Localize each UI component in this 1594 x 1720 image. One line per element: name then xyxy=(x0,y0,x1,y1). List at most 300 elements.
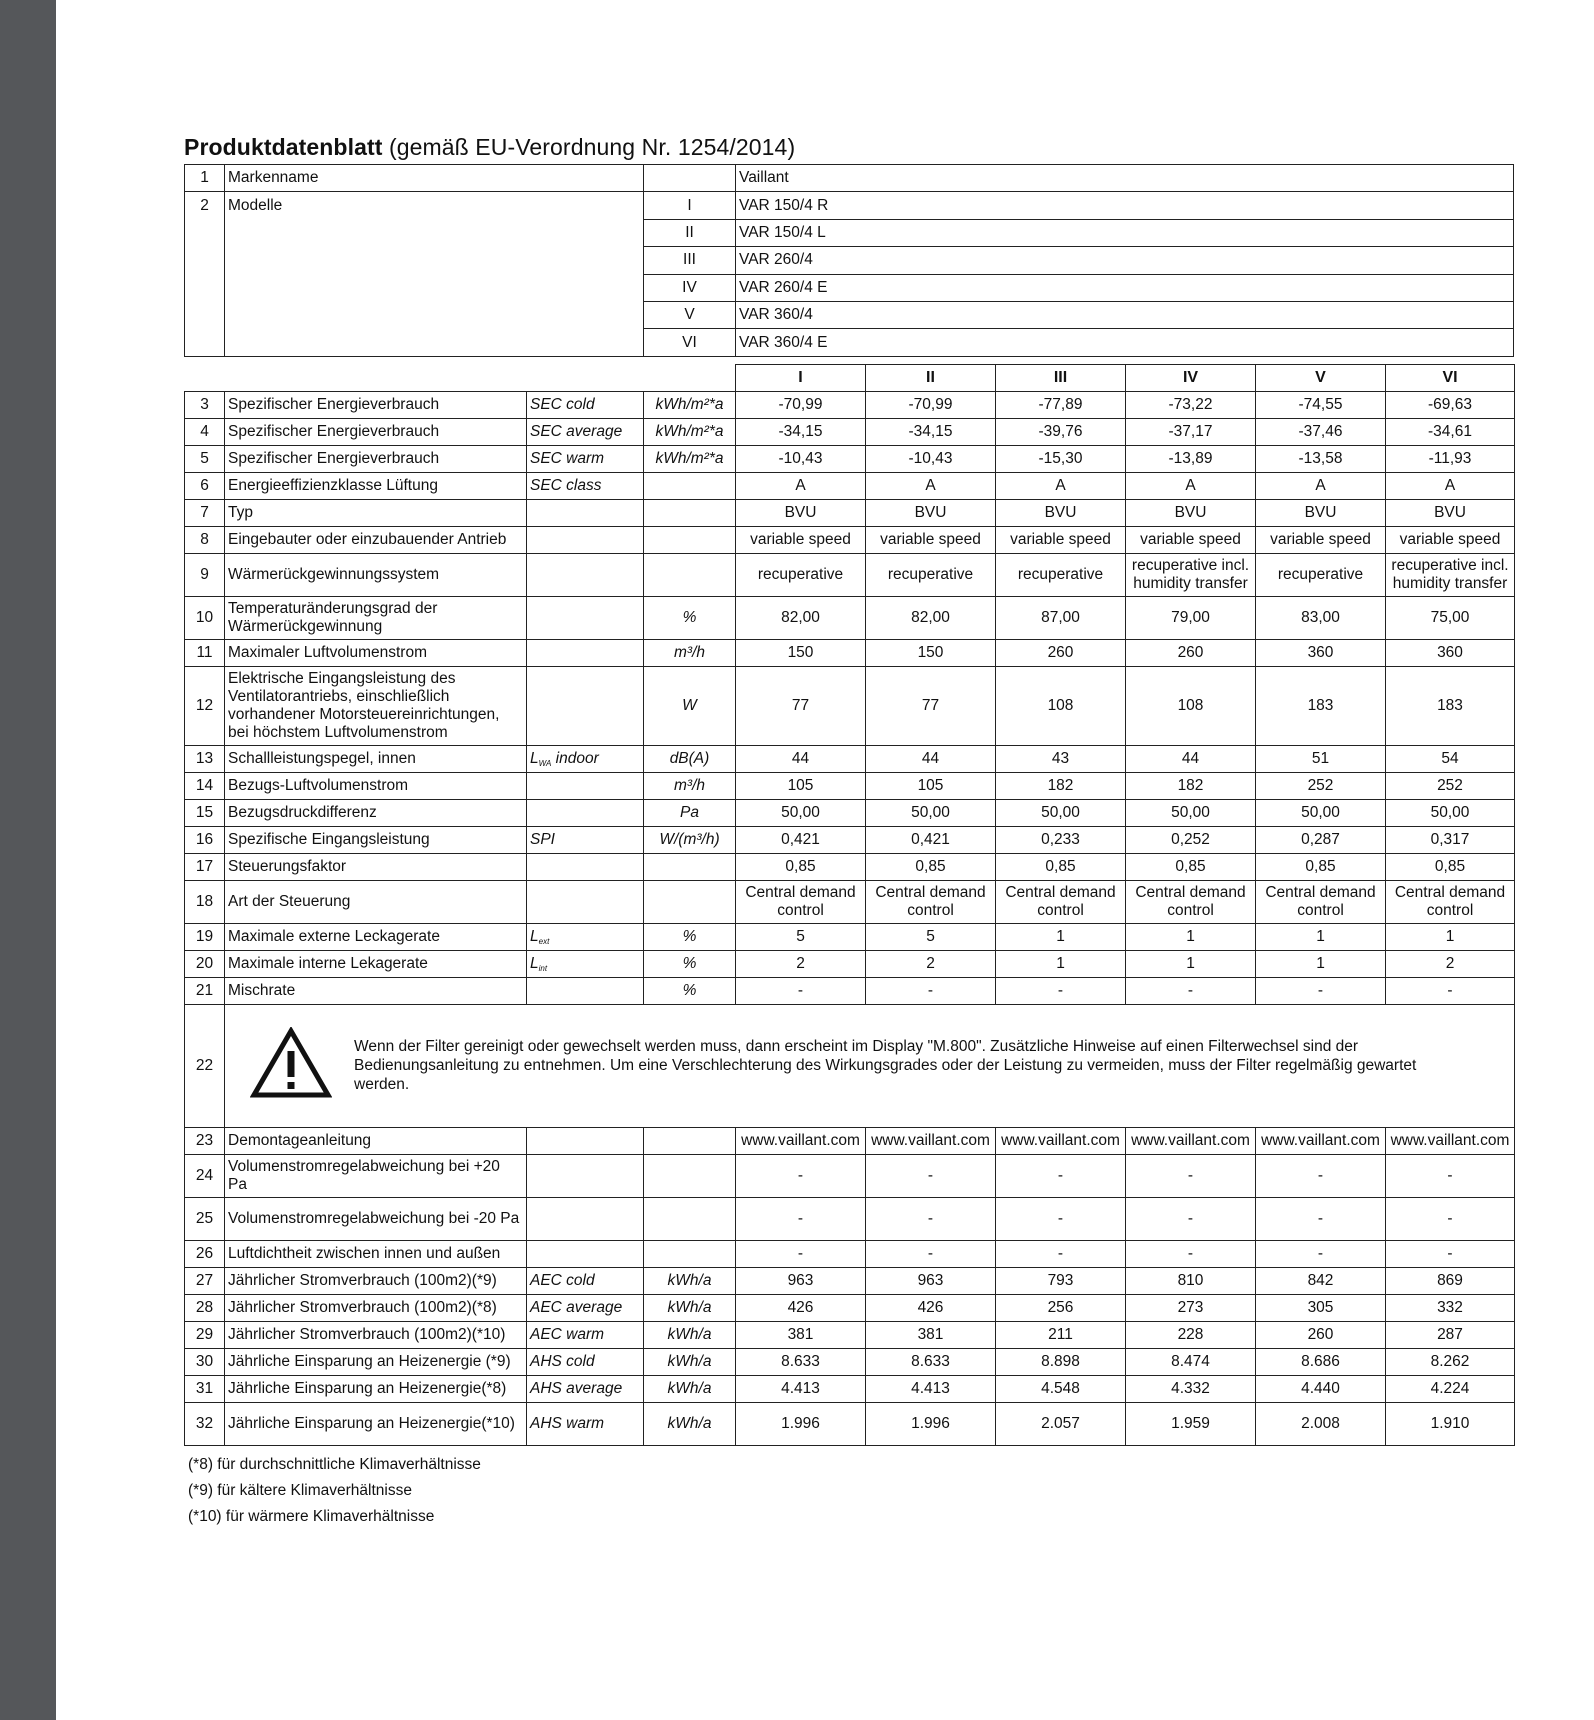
row-label: Jährlicher Stromverbrauch (100m2)(*8) xyxy=(225,1294,527,1321)
value-cell: - xyxy=(996,1197,1126,1240)
table-row xyxy=(185,1267,1515,1294)
value-cell: - xyxy=(996,977,1126,1004)
value-cell: recuperative incl. humidity transfer xyxy=(1386,553,1515,596)
value-cell: 150 xyxy=(736,639,866,666)
title-bold: Produktdatenblatt xyxy=(184,134,383,160)
value-cell: 50,00 xyxy=(866,799,996,826)
table-row xyxy=(185,880,1515,923)
row-label: Luftdichtheit zwischen innen und außen xyxy=(225,1240,527,1267)
value-cell: 2.008 xyxy=(1256,1402,1386,1445)
row-number: 6 xyxy=(185,472,225,499)
value-cell: A xyxy=(736,472,866,499)
value-cell: A xyxy=(996,472,1126,499)
row-number: 5 xyxy=(185,445,225,472)
value-cell: -34,15 xyxy=(736,418,866,445)
symbol-suffix: indoor xyxy=(551,749,599,767)
row-number: 27 xyxy=(185,1267,225,1294)
row-number: 15 xyxy=(185,799,225,826)
value-cell: 260 xyxy=(1256,1321,1386,1348)
value-cell: 0,85 xyxy=(996,853,1126,880)
value-cell: 1 xyxy=(1386,923,1515,950)
spec-table xyxy=(184,364,1515,1446)
row-symbol: SEC warm xyxy=(527,445,644,472)
table-row xyxy=(185,445,1515,472)
value-cell: 0,317 xyxy=(1386,826,1515,853)
row-label: Spezifischer Energieverbrauch xyxy=(225,445,527,472)
value-cell: www.vaillant.com xyxy=(1126,1127,1256,1154)
value-cell: 332 xyxy=(1386,1294,1515,1321)
row-number: 4 xyxy=(185,418,225,445)
row-symbol: AEC warm xyxy=(527,1321,644,1348)
value-cell: -69,63 xyxy=(1386,391,1515,418)
row-number: 32 xyxy=(185,1402,225,1445)
row-symbol: AHS average xyxy=(527,1375,644,1402)
row-symbol: SPI xyxy=(527,826,644,853)
row-label: Temperaturänderungsgrad der Wärmerückgewinnung xyxy=(225,596,527,639)
value-cell: 44 xyxy=(736,745,866,772)
model-roman: II xyxy=(644,219,736,246)
symbol-subscript: int xyxy=(538,963,548,973)
row-number: 10 xyxy=(185,596,225,639)
row-label: Jährliche Einsparung an Heizenergie (*9) xyxy=(225,1348,527,1375)
row-unit xyxy=(644,472,736,499)
row-unit: kWh/a xyxy=(644,1402,736,1445)
datasheet xyxy=(184,130,1514,1530)
column-header: I xyxy=(736,364,866,391)
value-cell: 83,00 xyxy=(1256,596,1386,639)
value-cell: 50,00 xyxy=(996,799,1126,826)
value-cell: www.vaillant.com xyxy=(1256,1127,1386,1154)
row-symbol xyxy=(527,639,644,666)
value-cell: 1 xyxy=(1256,923,1386,950)
table-row xyxy=(185,950,1515,977)
value-cell: BVU xyxy=(1126,499,1256,526)
value-cell: 0,252 xyxy=(1126,826,1256,853)
value-cell: 869 xyxy=(1386,1267,1515,1294)
value-cell: 77 xyxy=(866,666,996,745)
value-cell: -37,17 xyxy=(1126,418,1256,445)
row-label: Typ xyxy=(225,499,527,526)
row-number: 21 xyxy=(185,977,225,1004)
row-symbol xyxy=(527,772,644,799)
value-cell: - xyxy=(996,1154,1126,1197)
row-number: 24 xyxy=(185,1154,225,1197)
row-unit: kWh/a xyxy=(644,1267,736,1294)
table-row xyxy=(185,1348,1515,1375)
value-cell: - xyxy=(1126,1240,1256,1267)
value-cell: 0,421 xyxy=(866,826,996,853)
value-cell: 426 xyxy=(866,1294,996,1321)
value-cell: - xyxy=(736,1240,866,1267)
table-row xyxy=(185,526,1515,553)
table-row xyxy=(185,977,1515,1004)
row-label: Maximaler Luftvolumenstrom xyxy=(225,639,527,666)
row-label: Demontageanleitung xyxy=(225,1127,527,1154)
value-cell: 8.262 xyxy=(1386,1348,1515,1375)
value-cell: 75,00 xyxy=(1386,596,1515,639)
value-cell: 82,00 xyxy=(866,596,996,639)
value-cell: 810 xyxy=(1126,1267,1256,1294)
row-unit xyxy=(644,880,736,923)
table-row xyxy=(185,499,1515,526)
value-cell: 1.959 xyxy=(1126,1402,1256,1445)
value-cell: -70,99 xyxy=(736,391,866,418)
table-row xyxy=(185,596,1515,639)
symbol-main: L xyxy=(530,927,539,945)
row-number: 11 xyxy=(185,639,225,666)
value-cell: -13,89 xyxy=(1126,445,1256,472)
value-cell: -74,55 xyxy=(1256,391,1386,418)
table-row xyxy=(185,853,1515,880)
value-cell: 82,00 xyxy=(736,596,866,639)
table-row xyxy=(185,418,1515,445)
value-cell: 4.332 xyxy=(1126,1375,1256,1402)
column-header-row xyxy=(185,364,1515,391)
symbol-main: L xyxy=(530,749,539,767)
row-label: Bezugs-Luftvolumenstrom xyxy=(225,772,527,799)
row-unit xyxy=(644,1127,736,1154)
row-unit: kWh/a xyxy=(644,1294,736,1321)
value-cell: - xyxy=(1386,1154,1515,1197)
column-header: V xyxy=(1256,364,1386,391)
row-label: Wärmerückgewinnungssystem xyxy=(225,553,527,596)
value-cell: - xyxy=(1126,1154,1256,1197)
table-row xyxy=(185,553,1515,596)
value-cell: 793 xyxy=(996,1267,1126,1294)
row-unit xyxy=(644,553,736,596)
value-cell: - xyxy=(1386,1240,1515,1267)
value-cell: -34,61 xyxy=(1386,418,1515,445)
value-cell: -10,43 xyxy=(736,445,866,472)
column-header: IV xyxy=(1126,364,1256,391)
column-header: VI xyxy=(1386,364,1515,391)
table-row xyxy=(185,1240,1515,1267)
row-number: 17 xyxy=(185,853,225,880)
row-symbol xyxy=(527,853,644,880)
value-cell: variable speed xyxy=(1386,526,1515,553)
value-cell: 2.057 xyxy=(996,1402,1126,1445)
symbol-main: L xyxy=(530,954,539,972)
row-symbol xyxy=(527,666,644,745)
value-cell: 108 xyxy=(996,666,1126,745)
value-cell: 1.910 xyxy=(1386,1402,1515,1445)
row-number: 28 xyxy=(185,1294,225,1321)
row-symbol: SEC class xyxy=(527,472,644,499)
row-label: Spezifische Eingangsleistung xyxy=(225,826,527,853)
row-unit: % xyxy=(644,977,736,1004)
warning-text: Wenn der Filter gereinigt oder gewechselt werden muss, dann erscheint im Display "M.800". Zusätzliche Hinweise auf einen Filterwechsel sind der Bedienungsanleitung zu entnehmen. Um eine Verschlechterung des Wirkungsgrades oder der Leistung zu vermeiden, muss der Filter regelmäßig gewartet werden. xyxy=(354,1038,1417,1094)
row-unit: kWh/m²*a xyxy=(644,445,736,472)
model-name: VAR 260/4 E xyxy=(736,274,1514,301)
value-cell: 50,00 xyxy=(1126,799,1256,826)
value-cell: - xyxy=(1386,1197,1515,1240)
value-cell: -70,99 xyxy=(866,391,996,418)
row-unit xyxy=(644,499,736,526)
value-cell: 183 xyxy=(1256,666,1386,745)
row-label: Eingebauter oder einzubauender Antrieb xyxy=(225,526,527,553)
row-number: 7 xyxy=(185,499,225,526)
value-cell: 54 xyxy=(1386,745,1515,772)
value-cell: A xyxy=(1256,472,1386,499)
title-rest: (gemäß EU-Verordnung Nr. 1254/2014) xyxy=(382,134,796,160)
value-cell: 0,85 xyxy=(736,853,866,880)
value-cell: 182 xyxy=(1126,772,1256,799)
row-unit: kWh/a xyxy=(644,1321,736,1348)
row-label: Markenname xyxy=(225,165,644,192)
value-cell: 8.633 xyxy=(736,1348,866,1375)
value-cell: -77,89 xyxy=(996,391,1126,418)
value-cell: Central demand control xyxy=(1126,880,1256,923)
value-cell: - xyxy=(866,1197,996,1240)
value-cell: 1 xyxy=(996,923,1126,950)
value-cell: variable speed xyxy=(1256,526,1386,553)
value-cell: 5 xyxy=(736,923,866,950)
value-cell: - xyxy=(1256,1240,1386,1267)
row-unit xyxy=(644,853,736,880)
model-roman: IV xyxy=(644,274,736,301)
value-cell: 273 xyxy=(1126,1294,1256,1321)
value-cell: -73,22 xyxy=(1126,391,1256,418)
row-number: 1 xyxy=(185,165,225,192)
value-cell: -34,15 xyxy=(866,418,996,445)
row-symbol xyxy=(527,526,644,553)
row-unit: W xyxy=(644,666,736,745)
value-cell: A xyxy=(866,472,996,499)
row-unit: kWh/a xyxy=(644,1348,736,1375)
model-name: VAR 150/4 L xyxy=(736,219,1514,246)
value-cell: www.vaillant.com xyxy=(736,1127,866,1154)
symbol-subscript: ext xyxy=(538,936,550,946)
value-cell: 426 xyxy=(736,1294,866,1321)
value-cell: - xyxy=(866,1154,996,1197)
row-unit xyxy=(644,1197,736,1240)
row-symbol xyxy=(527,880,644,923)
table-row xyxy=(185,1375,1515,1402)
footnote: (*8) für durchschnittliche Klimaverhältnisse xyxy=(188,1455,481,1473)
row-label: Elektrische Eingangsleistung des Ventilatorantriebs, einschließlich vorhandener Motorsteuereinrichtungen, bei höchstem Luftvolumenstrom xyxy=(225,666,527,745)
value-cell: 43 xyxy=(996,745,1126,772)
row-unit: W/(m³/h) xyxy=(644,826,736,853)
value-cell: 0,85 xyxy=(866,853,996,880)
row-unit: % xyxy=(644,950,736,977)
value-cell: - xyxy=(1386,977,1515,1004)
value-cell: 108 xyxy=(1126,666,1256,745)
model-roman: III xyxy=(644,247,736,274)
symbol-subscript: WA xyxy=(538,758,552,768)
table-row xyxy=(185,799,1515,826)
value-cell: 1 xyxy=(1126,923,1256,950)
table-row xyxy=(185,1402,1515,1445)
brand-models-table xyxy=(184,164,1514,357)
model-name: VAR 360/4 E xyxy=(736,329,1514,356)
value-cell: - xyxy=(736,1154,866,1197)
empty-cell xyxy=(185,364,225,391)
value-cell: -37,46 xyxy=(1256,418,1386,445)
row-label: Mischrate xyxy=(225,977,527,1004)
value-cell: variable speed xyxy=(866,526,996,553)
value-cell: 87,00 xyxy=(996,596,1126,639)
row-label: Maximale externe Leckagerate xyxy=(225,923,527,950)
row-symbol xyxy=(527,950,644,977)
value-cell: variable speed xyxy=(736,526,866,553)
row-unit xyxy=(644,1154,736,1197)
value-cell: - xyxy=(996,1240,1126,1267)
value-cell: 79,00 xyxy=(1126,596,1256,639)
row-number: 29 xyxy=(185,1321,225,1348)
row-label: Spezifischer Energieverbrauch xyxy=(225,391,527,418)
model-name: VAR 150/4 R xyxy=(736,192,1514,219)
value-cell: 182 xyxy=(996,772,1126,799)
table-row xyxy=(185,1321,1515,1348)
value-cell: BVU xyxy=(1256,499,1386,526)
row-unit: kWh/m²*a xyxy=(644,418,736,445)
row-symbol xyxy=(527,499,644,526)
value-cell: 50,00 xyxy=(736,799,866,826)
value-cell: - xyxy=(736,1197,866,1240)
value-cell: 8.474 xyxy=(1126,1348,1256,1375)
value-cell: - xyxy=(1126,1197,1256,1240)
row-number: 19 xyxy=(185,923,225,950)
value-cell: 105 xyxy=(736,772,866,799)
value-cell: 4.413 xyxy=(736,1375,866,1402)
row-symbol xyxy=(527,1240,644,1267)
value-cell: 4.440 xyxy=(1256,1375,1386,1402)
row-number: 16 xyxy=(185,826,225,853)
value-cell: 5 xyxy=(866,923,996,950)
value-cell: 260 xyxy=(1126,639,1256,666)
value-cell: -10,43 xyxy=(866,445,996,472)
row-number: 8 xyxy=(185,526,225,553)
row-symbol: AEC average xyxy=(527,1294,644,1321)
row-unit xyxy=(644,526,736,553)
row-unit: kWh/a xyxy=(644,1375,736,1402)
value-cell: 360 xyxy=(1256,639,1386,666)
value-cell: 287 xyxy=(1386,1321,1515,1348)
footnotes xyxy=(184,1452,1514,1530)
column-header: III xyxy=(996,364,1126,391)
table-row xyxy=(185,639,1515,666)
row-unit: % xyxy=(644,596,736,639)
value-cell: 77 xyxy=(736,666,866,745)
value-cell: 1.996 xyxy=(736,1402,866,1445)
value-cell: BVU xyxy=(1386,499,1515,526)
row-symbol xyxy=(527,1197,644,1240)
model-roman: I xyxy=(644,192,736,219)
table-row xyxy=(185,1154,1515,1197)
value-cell: 2 xyxy=(1386,950,1515,977)
value-cell: 1.996 xyxy=(866,1402,996,1445)
value-cell: variable speed xyxy=(1126,526,1256,553)
value-cell: -15,30 xyxy=(996,445,1126,472)
row-label: Maximale interne Lekagerate xyxy=(225,950,527,977)
value-cell: 252 xyxy=(1256,772,1386,799)
value-cell: recuperative xyxy=(736,553,866,596)
empty-cell xyxy=(644,165,736,192)
model-roman: V xyxy=(644,301,736,328)
warning-triangle-icon xyxy=(250,1027,332,1104)
value-cell: 4.548 xyxy=(996,1375,1126,1402)
row-label: Bezugsdruckdifferenz xyxy=(225,799,527,826)
row-number: 14 xyxy=(185,772,225,799)
footnote: (*10) für wärmere Klimaverhältnisse xyxy=(188,1507,435,1525)
row-unit: kWh/m²*a xyxy=(644,391,736,418)
table-row xyxy=(185,1294,1515,1321)
row-unit: m³/h xyxy=(644,639,736,666)
value-cell: 50,00 xyxy=(1256,799,1386,826)
column-header: II xyxy=(866,364,996,391)
value-cell: Central demand control xyxy=(1256,880,1386,923)
page-title xyxy=(184,130,1514,164)
table-row xyxy=(185,826,1515,853)
row-symbol: SEC average xyxy=(527,418,644,445)
value-cell: 256 xyxy=(996,1294,1126,1321)
row-label: Spezifischer Energieverbrauch xyxy=(225,418,527,445)
row-number: 23 xyxy=(185,1127,225,1154)
value-cell: 8.686 xyxy=(1256,1348,1386,1375)
value-cell: recuperative incl. humidity transfer xyxy=(1126,553,1256,596)
table-row xyxy=(185,165,1514,192)
row-symbol xyxy=(527,596,644,639)
row-unit: m³/h xyxy=(644,772,736,799)
row-label: Energieeffizienzklasse Lüftung xyxy=(225,472,527,499)
value-cell: 0,233 xyxy=(996,826,1126,853)
value-cell: 381 xyxy=(866,1321,996,1348)
value-cell: 305 xyxy=(1256,1294,1386,1321)
value-cell: variable speed xyxy=(996,526,1126,553)
value-cell: www.vaillant.com xyxy=(996,1127,1126,1154)
value-cell: -39,76 xyxy=(996,418,1126,445)
row-unit: % xyxy=(644,923,736,950)
table-row xyxy=(185,472,1515,499)
brand-value: Vaillant xyxy=(736,165,1514,192)
row-label: Art der Steuerung xyxy=(225,880,527,923)
row-label: Schallleistungspegel, innen xyxy=(225,745,527,772)
row-number: 9 xyxy=(185,553,225,596)
value-cell: BVU xyxy=(736,499,866,526)
row-label: Jährliche Einsparung an Heizenergie(*10) xyxy=(225,1402,527,1445)
warning-row xyxy=(185,1004,1515,1127)
value-cell: www.vaillant.com xyxy=(866,1127,996,1154)
value-cell: - xyxy=(866,1240,996,1267)
table-row xyxy=(185,192,1514,219)
row-label: Jährlicher Stromverbrauch (100m2)(*9) xyxy=(225,1267,527,1294)
table-row xyxy=(185,772,1515,799)
value-cell: 0,85 xyxy=(1126,853,1256,880)
row-number: 13 xyxy=(185,745,225,772)
row-symbol xyxy=(527,977,644,1004)
value-cell: www.vaillant.com xyxy=(1386,1127,1515,1154)
value-cell: 8.633 xyxy=(866,1348,996,1375)
value-cell: - xyxy=(866,977,996,1004)
empty-cell xyxy=(644,364,736,391)
value-cell: recuperative xyxy=(996,553,1126,596)
row-number: 20 xyxy=(185,950,225,977)
row-symbol: AHS warm xyxy=(527,1402,644,1445)
value-cell: 381 xyxy=(736,1321,866,1348)
table-row xyxy=(185,391,1515,418)
model-roman: VI xyxy=(644,329,736,356)
row-symbol xyxy=(527,1127,644,1154)
warning-content xyxy=(228,1027,1511,1104)
empty-cell xyxy=(225,364,527,391)
value-cell: 211 xyxy=(996,1321,1126,1348)
value-cell: -11,93 xyxy=(1386,445,1515,472)
value-cell: - xyxy=(1256,977,1386,1004)
row-label: Volumenstromregelabweichung bei +20 Pa xyxy=(225,1154,527,1197)
empty-cell xyxy=(527,364,644,391)
value-cell: 1 xyxy=(1256,950,1386,977)
value-cell: 105 xyxy=(866,772,996,799)
